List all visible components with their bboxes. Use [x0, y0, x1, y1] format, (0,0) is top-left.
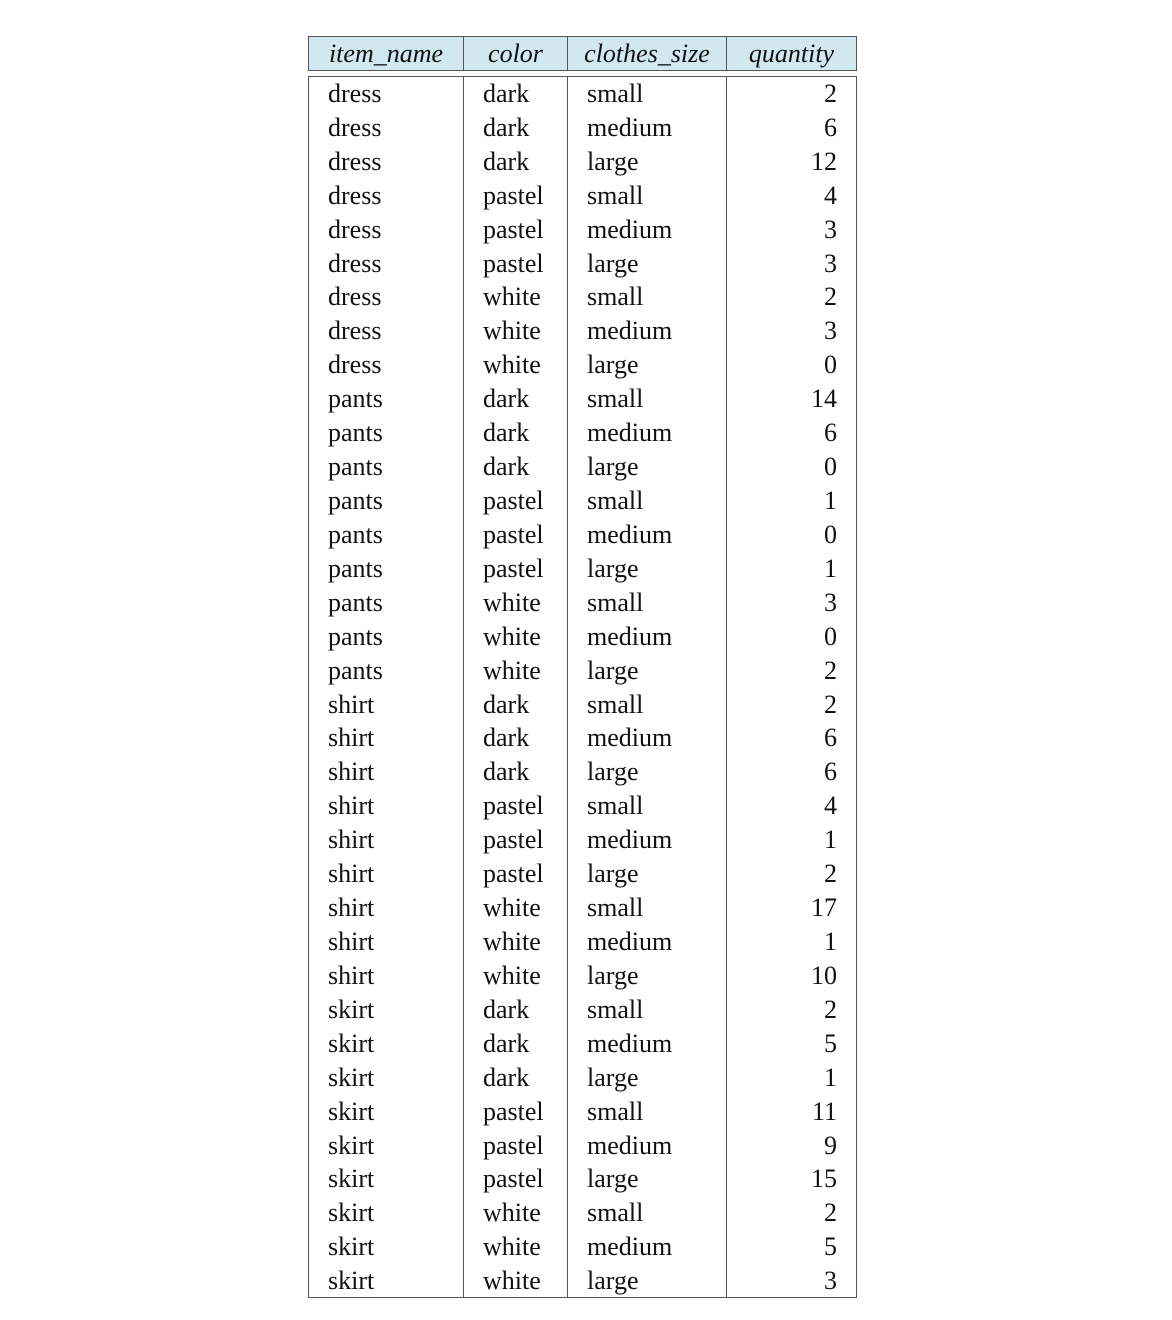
cell-quantity: 2	[727, 857, 857, 891]
cell-item-name: pants	[309, 619, 464, 653]
table-row	[309, 348, 857, 382]
cell-color: pastel	[464, 789, 568, 823]
cell-quantity: 15	[727, 1162, 857, 1196]
header-quantity: quantity	[727, 37, 857, 71]
cell-clothes-size: large	[568, 144, 727, 178]
cell-quantity: 11	[727, 1094, 857, 1128]
cell-color: white	[464, 1230, 568, 1264]
cell-color: pastel	[464, 1162, 568, 1196]
table-row	[309, 992, 857, 1026]
cell-quantity: 0	[727, 517, 857, 551]
header-row	[309, 37, 857, 71]
cell-clothes-size: medium	[568, 721, 727, 755]
cell-clothes-size: small	[568, 992, 727, 1026]
cell-quantity: 6	[727, 416, 857, 450]
table-row	[309, 144, 857, 178]
cell-color: white	[464, 1264, 568, 1298]
cell-quantity: 6	[727, 721, 857, 755]
cell-quantity: 5	[727, 1026, 857, 1060]
cell-item-name: dress	[309, 246, 464, 280]
cell-clothes-size: small	[568, 484, 727, 518]
table-body	[309, 77, 857, 1298]
cell-clothes-size: medium	[568, 1230, 727, 1264]
cell-color: dark	[464, 992, 568, 1026]
table-row	[309, 246, 857, 280]
table-row	[309, 416, 857, 450]
cell-item-name: dress	[309, 178, 464, 212]
cell-clothes-size: medium	[568, 619, 727, 653]
cell-color: dark	[464, 382, 568, 416]
table-row	[309, 450, 857, 484]
cell-clothes-size: large	[568, 1264, 727, 1298]
table-row	[309, 110, 857, 144]
cell-quantity: 2	[727, 687, 857, 721]
cell-clothes-size: small	[568, 1196, 727, 1230]
cell-color: pastel	[464, 551, 568, 585]
table-row	[309, 1230, 857, 1264]
cell-clothes-size: medium	[568, 517, 727, 551]
table-row	[309, 1162, 857, 1196]
cell-quantity: 9	[727, 1128, 857, 1162]
cell-item-name: pants	[309, 517, 464, 551]
clothes-sales-table	[308, 36, 857, 1298]
cell-clothes-size: small	[568, 891, 727, 925]
cell-color: dark	[464, 77, 568, 111]
cell-color: white	[464, 619, 568, 653]
cell-quantity: 3	[727, 585, 857, 619]
cell-item-name: pants	[309, 653, 464, 687]
table-row	[309, 382, 857, 416]
cell-quantity: 2	[727, 77, 857, 111]
cell-quantity: 5	[727, 1230, 857, 1264]
cell-clothes-size: medium	[568, 925, 727, 959]
cell-clothes-size: medium	[568, 1026, 727, 1060]
cell-color: pastel	[464, 212, 568, 246]
table-header	[309, 37, 857, 71]
cell-quantity: 12	[727, 144, 857, 178]
table-row	[309, 1094, 857, 1128]
cell-clothes-size: large	[568, 450, 727, 484]
cell-color: white	[464, 280, 568, 314]
cell-quantity: 3	[727, 246, 857, 280]
table-row	[309, 484, 857, 518]
cell-item-name: skirt	[309, 1094, 464, 1128]
cell-color: white	[464, 653, 568, 687]
cell-item-name: dress	[309, 144, 464, 178]
header-item-name: item_name	[309, 37, 464, 71]
cell-clothes-size: large	[568, 857, 727, 891]
cell-clothes-size: large	[568, 653, 727, 687]
cell-color: white	[464, 585, 568, 619]
header-color: color	[464, 37, 568, 71]
cell-quantity: 14	[727, 382, 857, 416]
table-row	[309, 1060, 857, 1094]
cell-quantity: 6	[727, 755, 857, 789]
cell-item-name: dress	[309, 77, 464, 111]
cell-item-name: skirt	[309, 1196, 464, 1230]
cell-clothes-size: large	[568, 246, 727, 280]
cell-color: dark	[464, 721, 568, 755]
cell-color: pastel	[464, 484, 568, 518]
cell-color: white	[464, 925, 568, 959]
table-row	[309, 585, 857, 619]
cell-quantity: 0	[727, 348, 857, 382]
cell-color: pastel	[464, 517, 568, 551]
cell-clothes-size: medium	[568, 416, 727, 450]
cell-item-name: pants	[309, 382, 464, 416]
cell-color: dark	[464, 450, 568, 484]
table-row	[309, 280, 857, 314]
cell-clothes-size: small	[568, 77, 727, 111]
cell-clothes-size: large	[568, 1060, 727, 1094]
cell-item-name: shirt	[309, 687, 464, 721]
table-row	[309, 1264, 857, 1298]
cell-quantity: 1	[727, 551, 857, 585]
cell-color: dark	[464, 687, 568, 721]
cell-item-name: pants	[309, 416, 464, 450]
cell-item-name: shirt	[309, 925, 464, 959]
cell-clothes-size: small	[568, 382, 727, 416]
table-row	[309, 178, 857, 212]
cell-color: dark	[464, 416, 568, 450]
cell-item-name: dress	[309, 110, 464, 144]
table-row	[309, 212, 857, 246]
cell-quantity: 3	[727, 212, 857, 246]
cell-color: white	[464, 958, 568, 992]
cell-color: dark	[464, 755, 568, 789]
cell-clothes-size: large	[568, 1162, 727, 1196]
cell-quantity: 17	[727, 891, 857, 925]
table-row	[309, 314, 857, 348]
cell-quantity: 4	[727, 178, 857, 212]
table-row	[309, 755, 857, 789]
cell-item-name: skirt	[309, 1264, 464, 1298]
cell-quantity: 0	[727, 619, 857, 653]
cell-color: pastel	[464, 1094, 568, 1128]
cell-item-name: skirt	[309, 992, 464, 1026]
cell-quantity: 1	[727, 823, 857, 857]
cell-clothes-size: large	[568, 755, 727, 789]
cell-quantity: 1	[727, 925, 857, 959]
cell-clothes-size: small	[568, 789, 727, 823]
table-row	[309, 721, 857, 755]
cell-clothes-size: small	[568, 1094, 727, 1128]
cell-item-name: pants	[309, 484, 464, 518]
cell-item-name: pants	[309, 450, 464, 484]
cell-color: pastel	[464, 823, 568, 857]
cell-quantity: 3	[727, 1264, 857, 1298]
cell-item-name: dress	[309, 348, 464, 382]
cell-color: white	[464, 348, 568, 382]
cell-clothes-size: small	[568, 280, 727, 314]
cell-item-name: shirt	[309, 891, 464, 925]
table-row	[309, 1026, 857, 1060]
cell-color: white	[464, 891, 568, 925]
cell-quantity: 1	[727, 1060, 857, 1094]
cell-item-name: shirt	[309, 823, 464, 857]
table-row	[309, 551, 857, 585]
cell-color: pastel	[464, 246, 568, 280]
table-row	[309, 653, 857, 687]
table-row	[309, 77, 857, 111]
cell-item-name: dress	[309, 280, 464, 314]
cell-clothes-size: small	[568, 178, 727, 212]
cell-color: dark	[464, 1026, 568, 1060]
cell-color: dark	[464, 144, 568, 178]
table-row	[309, 789, 857, 823]
cell-quantity: 3	[727, 314, 857, 348]
cell-quantity: 10	[727, 958, 857, 992]
cell-color: pastel	[464, 178, 568, 212]
table-row	[309, 619, 857, 653]
cell-quantity: 4	[727, 789, 857, 823]
cell-quantity: 1	[727, 484, 857, 518]
cell-item-name: shirt	[309, 755, 464, 789]
cell-color: pastel	[464, 1128, 568, 1162]
cell-clothes-size: large	[568, 348, 727, 382]
cell-item-name: dress	[309, 314, 464, 348]
table-row	[309, 1128, 857, 1162]
cell-color: white	[464, 314, 568, 348]
cell-item-name: skirt	[309, 1162, 464, 1196]
cell-clothes-size: medium	[568, 314, 727, 348]
table-row	[309, 958, 857, 992]
cell-quantity: 2	[727, 992, 857, 1026]
cell-quantity: 2	[727, 280, 857, 314]
cell-item-name: skirt	[309, 1026, 464, 1060]
table-row	[309, 687, 857, 721]
table-row	[309, 1196, 857, 1230]
cell-item-name: pants	[309, 585, 464, 619]
table-row	[309, 891, 857, 925]
cell-color: dark	[464, 110, 568, 144]
header-clothes-size: clothes_size	[568, 37, 727, 71]
cell-item-name: shirt	[309, 789, 464, 823]
table-row	[309, 517, 857, 551]
cell-item-name: shirt	[309, 857, 464, 891]
sales-table-container	[308, 36, 856, 1298]
cell-color: white	[464, 1196, 568, 1230]
cell-item-name: pants	[309, 551, 464, 585]
table-row	[309, 823, 857, 857]
cell-clothes-size: large	[568, 958, 727, 992]
cell-quantity: 6	[727, 110, 857, 144]
cell-clothes-size: small	[568, 687, 727, 721]
cell-clothes-size: medium	[568, 1128, 727, 1162]
cell-item-name: skirt	[309, 1230, 464, 1264]
cell-item-name: shirt	[309, 958, 464, 992]
cell-clothes-size: medium	[568, 823, 727, 857]
cell-clothes-size: large	[568, 551, 727, 585]
cell-quantity: 0	[727, 450, 857, 484]
cell-quantity: 2	[727, 1196, 857, 1230]
cell-clothes-size: small	[568, 585, 727, 619]
cell-item-name: skirt	[309, 1060, 464, 1094]
cell-color: dark	[464, 1060, 568, 1094]
table-row	[309, 857, 857, 891]
cell-clothes-size: medium	[568, 110, 727, 144]
cell-color: pastel	[464, 857, 568, 891]
cell-quantity: 2	[727, 653, 857, 687]
table-row	[309, 925, 857, 959]
cell-item-name: skirt	[309, 1128, 464, 1162]
cell-item-name: shirt	[309, 721, 464, 755]
cell-clothes-size: medium	[568, 212, 727, 246]
cell-item-name: dress	[309, 212, 464, 246]
